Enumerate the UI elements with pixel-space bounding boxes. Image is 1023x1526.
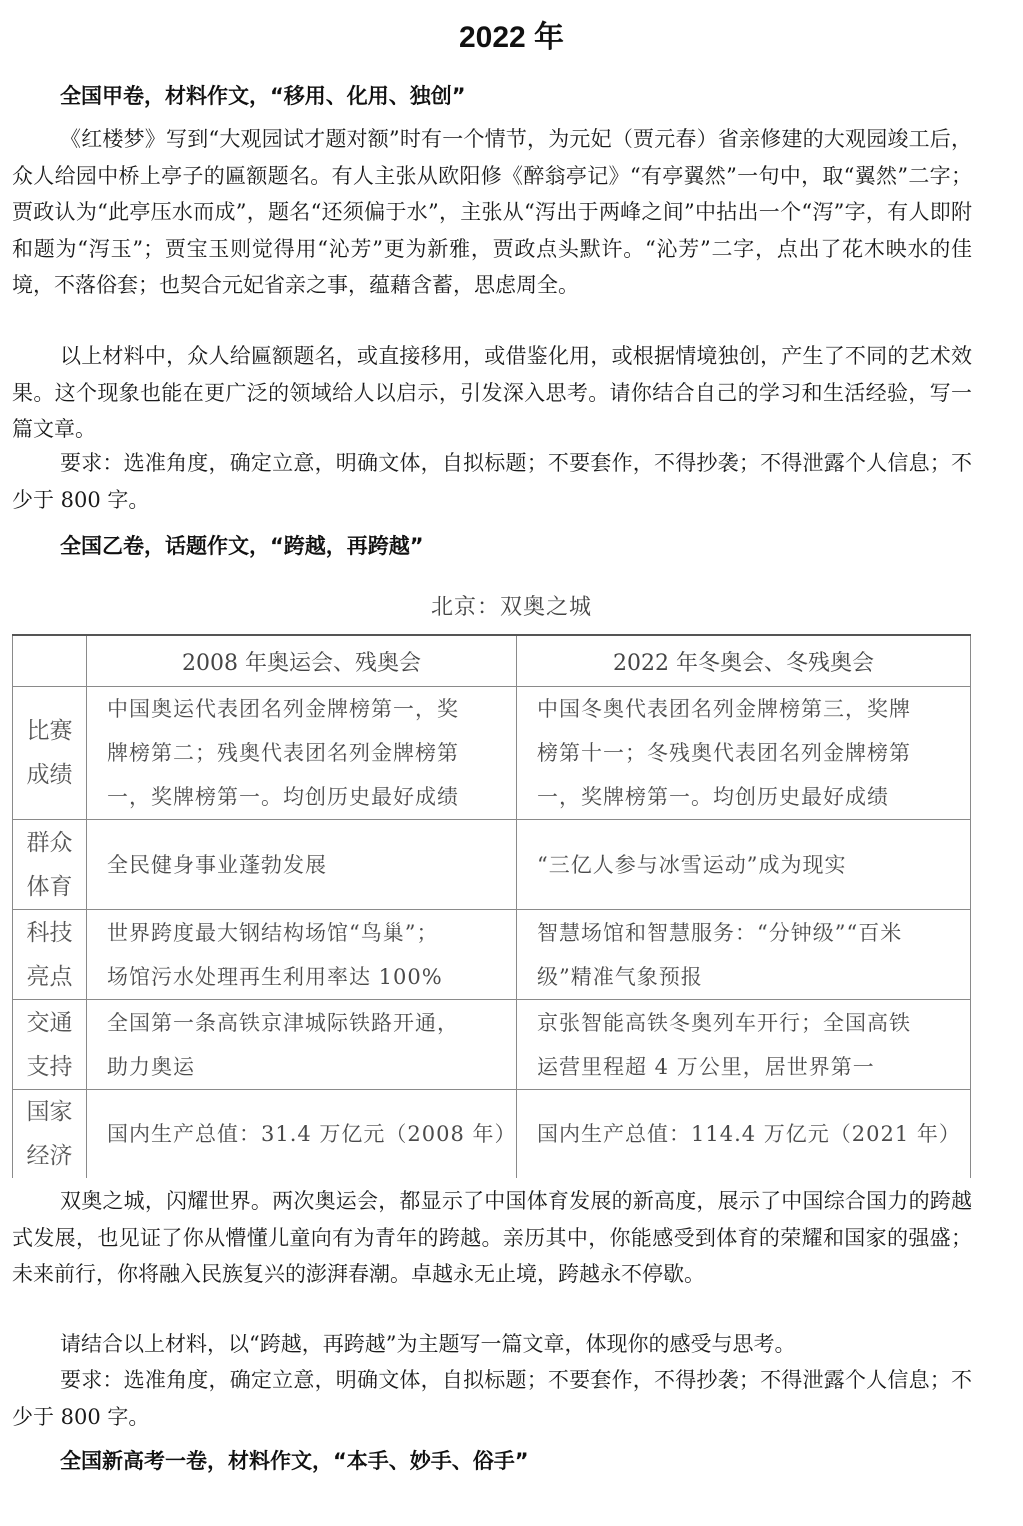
row-label-technology: 科技 亮点	[13, 910, 87, 1000]
section-b-paragraph-1: 双奥之城，闪耀世界。两次奥运会，都显示了中国体育发展的新高度，展示了中国综合国力的跨越式发展，也见证了你从懵懂儿童向有为青年的跨越。亲历其中，你能感受到体育的荣耀和国家的强盛；未来前行，你将融入民族复兴的澎湃春潮。卓越永无止境，跨越永不停歇。	[12, 1189, 972, 1286]
table-row	[13, 687, 971, 820]
cell-2022-technology: 智慧场馆和智慧服务：“分钟级”“百米 级”精准气象预报	[517, 910, 971, 1000]
table-title: 北京：双奥之城	[430, 595, 592, 620]
row-label-results: 比赛 成绩	[13, 687, 87, 820]
column-header-2008: 2008 年奥运会、残奥会	[87, 635, 517, 687]
row-label-mass-sports: 群众 体育	[13, 820, 87, 910]
olympics-comparison-table	[12, 634, 971, 1178]
section-b-heading: 全国乙卷，话题作文，“跨越，再跨越”	[60, 534, 424, 558]
table-row	[13, 820, 971, 910]
table-row	[13, 1090, 971, 1179]
section-b-paragraph-2: 请结合以上材料，以“跨越，再跨越”为主题写一篇文章，体现你的感受与思考。	[60, 1332, 796, 1356]
table-header-row	[13, 635, 971, 687]
cell-2008-technology: 世界跨度最大钢结构场馆“鸟巢”； 场馆污水处理再生利用率达 100%	[87, 910, 517, 1000]
table-corner-cell	[13, 635, 87, 687]
cell-2008-transport: 全国第一条高铁京津城际铁路开通， 助力奥运	[87, 1000, 517, 1090]
section-a-paragraph-1: 《红楼梦》写到“大观园试才题对额”时有一个情节，为元妃（贾元春）省亲修建的大观园竣工后，众人给园中桥上亭子的匾额题名。有人主张从欧阳修《醉翁亭记》“有亭翼然”一句中，取“翼然”二字；贾政认为“此亭压水而成”，题名“还须偏于水”，主张从“泻出于两峰之间”中拈出一个“泻”字，有人即附和题为“泻玉”；贾宝玉则觉得用“沁芳”更为新雅，贾政点头默许。“沁芳”二字，点出了花木映水的佳境，不落俗套；也契合元妃省亲之事，蕴藉含蓄，思虑周全。	[12, 127, 972, 297]
cell-2008-economy: 国内生产总值：31.4 万亿元（2008 年）	[87, 1090, 517, 1179]
cell-2022-mass-sports: “三亿人参与冰雪运动”成为现实	[517, 820, 971, 910]
cell-2022-transport: 京张智能高铁冬奥列车开行；全国高铁 运营里程超 4 万公里，居世界第一	[517, 1000, 971, 1090]
cell-2022-results: 中国冬奥代表团名列金牌榜第三，奖牌 榜第十一；冬残奥代表团名列金牌榜第 一，奖牌榜第一。均创历史最好成绩	[517, 687, 971, 820]
section-b-requirements: 要求：选准角度，确定立意，明确文体，自拟标题；不要套作，不得抄袭；不得泄露个人信息；不少于 800 字。	[12, 1368, 972, 1429]
year-title: 2022 年	[458, 21, 565, 54]
cell-2022-economy: 国内生产总值：114.4 万亿元（2021 年）	[517, 1090, 971, 1179]
section-a-heading: 全国甲卷，材料作文，“移用、化用、独创”	[60, 84, 466, 108]
cell-2008-results: 中国奥运代表团名列金牌榜第一，奖 牌榜第二；残奥代表团名列金牌榜第 一，奖牌榜第一。均创历史最好成绩	[87, 687, 517, 820]
row-label-economy: 国家 经济	[13, 1090, 87, 1179]
table-row	[13, 1000, 971, 1090]
section-c-heading: 全国新高考一卷，材料作文，“本手、妙手、俗手”	[60, 1449, 529, 1473]
section-a-requirements: 要求：选准角度，确定立意，明确文体，自拟标题；不要套作，不得抄袭；不得泄露个人信息；不少于 800 字。	[12, 451, 972, 512]
table-row	[13, 910, 971, 1000]
section-a-paragraph-2: 以上材料中，众人给匾额题名，或直接移用，或借鉴化用，或根据情境独创，产生了不同的艺术效果。这个现象也能在更广泛的领域给人以启示，引发深入思考。请你结合自己的学习和生活经验，写一篇文章。	[12, 344, 972, 441]
cell-2008-mass-sports: 全民健身事业蓬勃发展	[87, 820, 517, 910]
column-header-2022: 2022 年冬奥会、冬残奥会	[517, 635, 971, 687]
row-label-transport: 交通 支持	[13, 1000, 87, 1090]
